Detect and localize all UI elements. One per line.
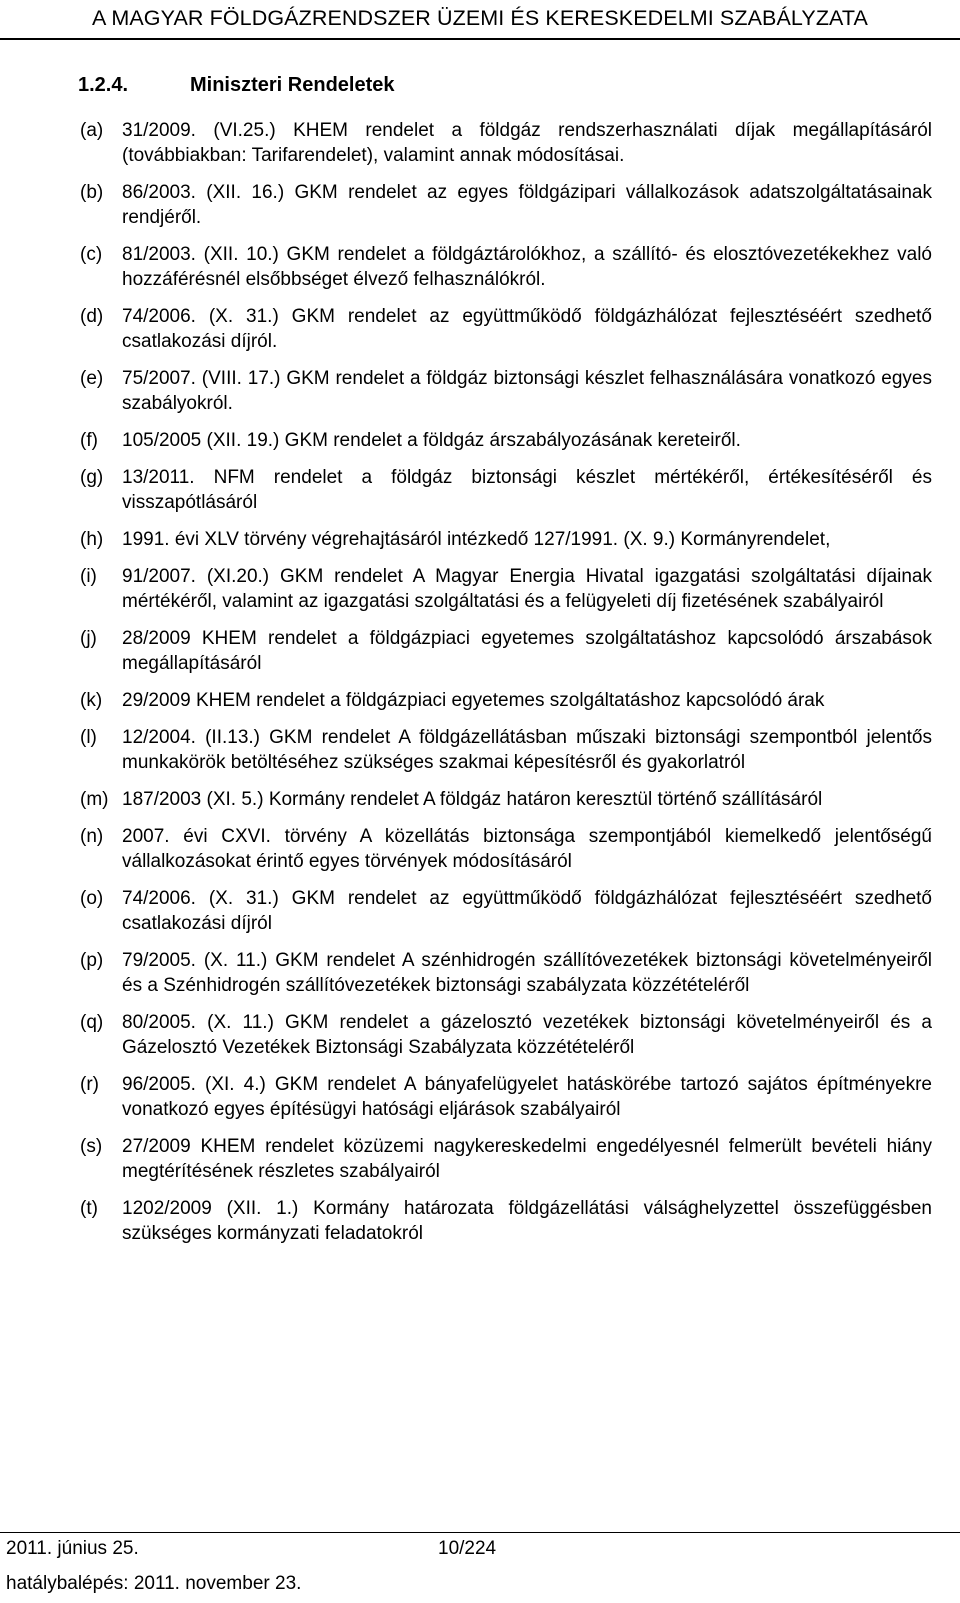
list-item-marker: (l) [80, 727, 97, 748]
list-item-text: 2007. évi CXVI. törvény A közellátás biztonsága szempontjából kiemelkedő jelentőségű vállalkozásokat érintő egyes törvények módosításáról [122, 826, 932, 872]
effective-date: hatálybalépés: 2011. november 23. [6, 1573, 302, 1594]
list-item-text: 91/2007. (XI.20.) GKM rendelet A Magyar Energia Hivatal igazgatási szolgáltatási díjainak mértékéről, valamint az igazgatási szolgáltatási és a felügyeleti díj fizetésének szabályairól [122, 566, 932, 612]
list-item-marker: (n) [80, 826, 104, 847]
list-item-marker: (b) [80, 182, 104, 203]
list-item [80, 1010, 932, 1060]
list-item-marker: (k) [80, 690, 103, 711]
list-item-text: 28/2009 KHEM rendelet a földgázpiaci egyetemes szolgáltatáshoz kapcsolódó árszabások megállapításáról [122, 628, 932, 674]
list-item-text: 74/2006. (X. 31.) GKM rendelet az együttműködő földgázhálózat fejlesztéséért szedhető csatlakozási díjról. [122, 306, 932, 352]
list-item-marker: (o) [80, 888, 104, 909]
list-item-marker: (p) [80, 950, 104, 971]
running-header: A MAGYAR FÖLDGÁZRENDSZER ÜZEMI ÉS KERESKEDELMI SZABÁLYZATA [92, 6, 868, 30]
list-item-marker: (t) [80, 1198, 98, 1219]
list-item-text: 79/2005. (X. 11.) GKM rendelet A szénhidrogén szállítóvezetékek biztonsági követelményeiről és a Szénhidrogén szállítóvezetékek biztonsági szabályzata közzétételéről [122, 950, 932, 996]
list-item-marker: (h) [80, 529, 104, 550]
list-item-text: 81/2003. (XII. 10.) GKM rendelet a földgáztárolókhoz, a szállító- és elosztóvezetékekhez való hozzáférésnél elsőbbséget élvező felhasználókról. [122, 244, 932, 290]
list-item [80, 948, 932, 998]
list-item-text: 13/2011. NFM rendelet a földgáz biztonsági készlet mértékéről, értékesítéséről és visszapótlásáról [122, 467, 932, 513]
list-item [80, 688, 932, 713]
list-item-marker: (j) [80, 628, 97, 649]
list-item-text: 1991. évi XLV törvény végrehajtásáról intézkedő 127/1991. (X. 9.) Kormányrendelet, [122, 529, 831, 550]
list-item [80, 626, 932, 676]
list-item [80, 1196, 932, 1246]
list-item-text: 105/2005 (XII. 19.) GKM rendelet a földgáz árszabályozásának kereteiről. [122, 430, 741, 451]
list-item-text: 74/2006. (X. 31.) GKM rendelet az együttműködő földgázhálózat fejlesztéséért szedhető csatlakozási díjról [122, 888, 932, 934]
list-item-marker: (f) [80, 430, 98, 451]
list-item-marker: (r) [80, 1074, 99, 1095]
list-item-text: 31/2009. (VI.25.) KHEM rendelet a földgáz rendszerhasználati díjak megállapításáról (továbbiakban: Tarifarendelet), valamint annak módosításai. [122, 120, 932, 166]
list-item [80, 527, 932, 552]
list-item [80, 564, 932, 614]
list-item-text: 75/2007. (VIII. 17.) GKM rendelet a földgáz biztonsági készlet felhasználására vonatkozó egyes szabályokról. [122, 368, 932, 414]
list-item-marker: (i) [80, 566, 97, 587]
list-item [80, 428, 932, 453]
list-item-text: 80/2005. (X. 11.) GKM rendelet a gázelosztó vezetékek biztonsági követelményeiről és a Gázelosztó Vezetékek Biztonsági Szabályzata közzétételéről [122, 1012, 932, 1058]
list-item-text: 12/2004. (II.13.) GKM rendelet A földgázellátásban műszaki biztonsági szempontból jelentős munkakörök betöltéséhez szükséges szakmai képesítésről és gyakorlatról [122, 727, 932, 773]
list-item [80, 824, 932, 874]
list-item [80, 366, 932, 416]
list-item-marker: (g) [80, 467, 104, 488]
list-item-text: 1202/2009 (XII. 1.) Kormány határozata földgázellátási válsághelyzettel összefüggésben szükséges kormányzati feladatokról [122, 1198, 932, 1244]
list-item [80, 787, 932, 812]
list-item [80, 465, 932, 515]
list-item-text: 29/2009 KHEM rendelet a földgázpiaci egyetemes szolgáltatáshoz kapcsolódó árak [122, 690, 825, 711]
list-item [80, 886, 932, 936]
list-item-text: 187/2003 (XI. 5.) Kormány rendelet A földgáz határon keresztül történő szállításáról [122, 789, 823, 810]
list-item-marker: (e) [80, 368, 104, 389]
list-item [80, 304, 932, 354]
list-item-marker: (c) [80, 244, 103, 265]
section-heading [78, 74, 395, 97]
page-number: 10/224 [438, 1538, 497, 1559]
list-item-text: 27/2009 KHEM rendelet közüzemi nagykereskedelmi engedélyesnél felmerült bevételi hiány megtérítésének részletes szabályairól [122, 1136, 932, 1182]
footer-date: 2011. június 25. [6, 1538, 139, 1559]
header-rule [0, 38, 960, 40]
regulation-list [80, 118, 932, 1258]
list-item-text: 86/2003. (XII. 16.) GKM rendelet az egyes földgázipari vállalkozások adatszolgáltatásainak rendjéről. [122, 182, 932, 228]
section-title: Miniszteri Rendeletek [190, 74, 395, 96]
list-item [80, 1134, 932, 1184]
list-item [80, 180, 932, 230]
list-item [80, 118, 932, 168]
list-item [80, 1072, 932, 1122]
list-item [80, 725, 932, 775]
list-item-marker: (s) [80, 1136, 103, 1157]
list-item-text: 96/2005. (XI. 4.) GKM rendelet A bányafelügyelet hatáskörébe tartozó sajátos építményekre vonatkozó egyes építésügyi hatósági eljárások szabályairól [122, 1074, 932, 1120]
list-item-marker: (d) [80, 306, 104, 327]
footer-rule [0, 1532, 960, 1533]
list-item [80, 242, 932, 292]
list-item-marker: (a) [80, 120, 104, 141]
list-item-marker: (q) [80, 1012, 104, 1033]
section-number: 1.2.4. [78, 74, 129, 96]
list-item-marker: (m) [80, 789, 109, 810]
